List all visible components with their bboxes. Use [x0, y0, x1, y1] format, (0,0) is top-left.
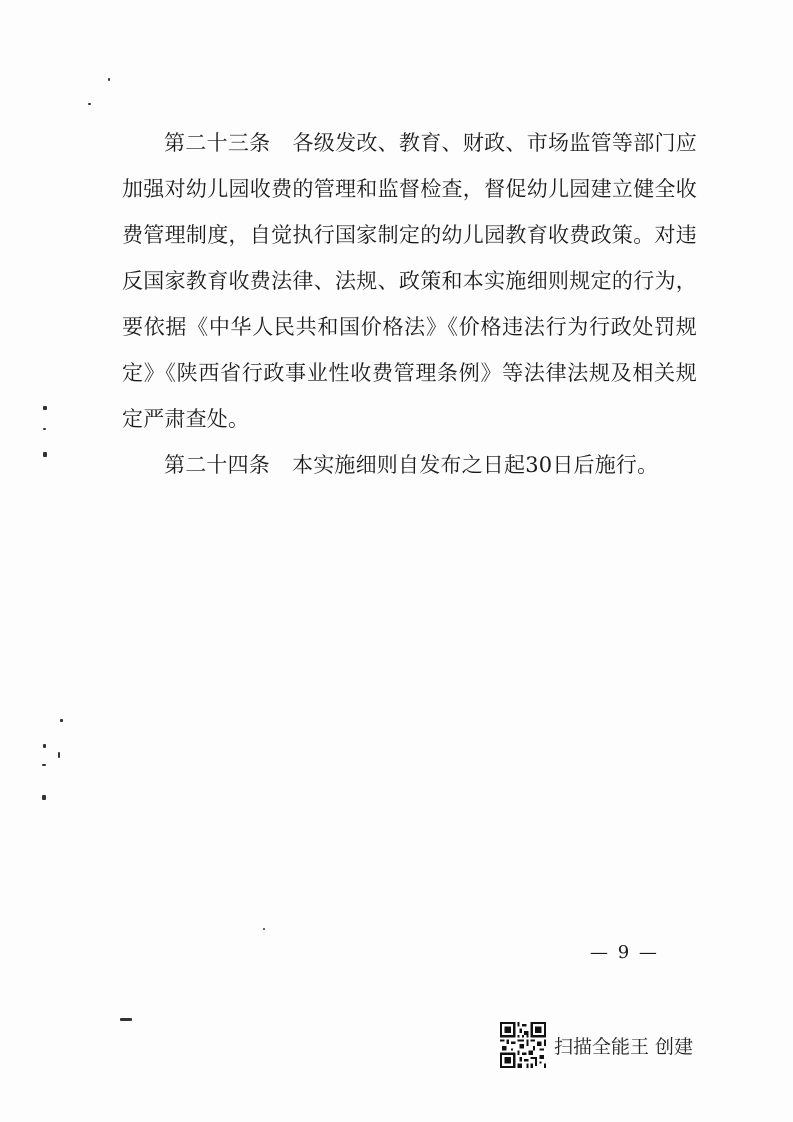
page-number: — 9 — — [590, 942, 659, 963]
article-24 — [122, 442, 697, 488]
article-24-number: 第二十四条 — [164, 453, 270, 477]
scanner-watermark — [500, 1022, 693, 1068]
scan-speck — [88, 103, 91, 105]
scan-speck — [43, 744, 46, 748]
scan-speck — [263, 928, 265, 930]
article-23 — [122, 120, 697, 442]
scan-speck — [58, 752, 60, 758]
scan-speck — [43, 406, 47, 410]
article-24-text: 本实施细则自发布之日起30日后施行。 — [292, 453, 659, 477]
scan-speck — [120, 1018, 132, 1021]
scan-speck — [42, 795, 46, 800]
document-body — [122, 120, 697, 488]
scan-speck — [60, 719, 63, 722]
article-23-number: 第二十三条 — [164, 131, 271, 155]
scan-speck — [43, 452, 47, 457]
article-23-text: 各级发改、教育、财政、市场监管等部门应加强对幼儿园收费的管理和监督检查，督促幼儿园建立健全收费管理制度，自觉执行国家制定的幼儿园教育收费政策。对违反国家教育收费法律、法规、政策和本实施细则规定的行为，要依据《中华人民共和国价格法》《价格违法行为行政处罚规定》《陕西省行政事业性收费管理条例》等法律法规及相关规定严肃查处。 — [122, 131, 697, 431]
watermark-text: 扫描全能王 创建 — [554, 1035, 694, 1058]
scan-speck — [42, 764, 46, 766]
scan-speck — [43, 428, 46, 430]
scan-speck — [108, 78, 110, 81]
qr-code-icon — [500, 1022, 546, 1068]
